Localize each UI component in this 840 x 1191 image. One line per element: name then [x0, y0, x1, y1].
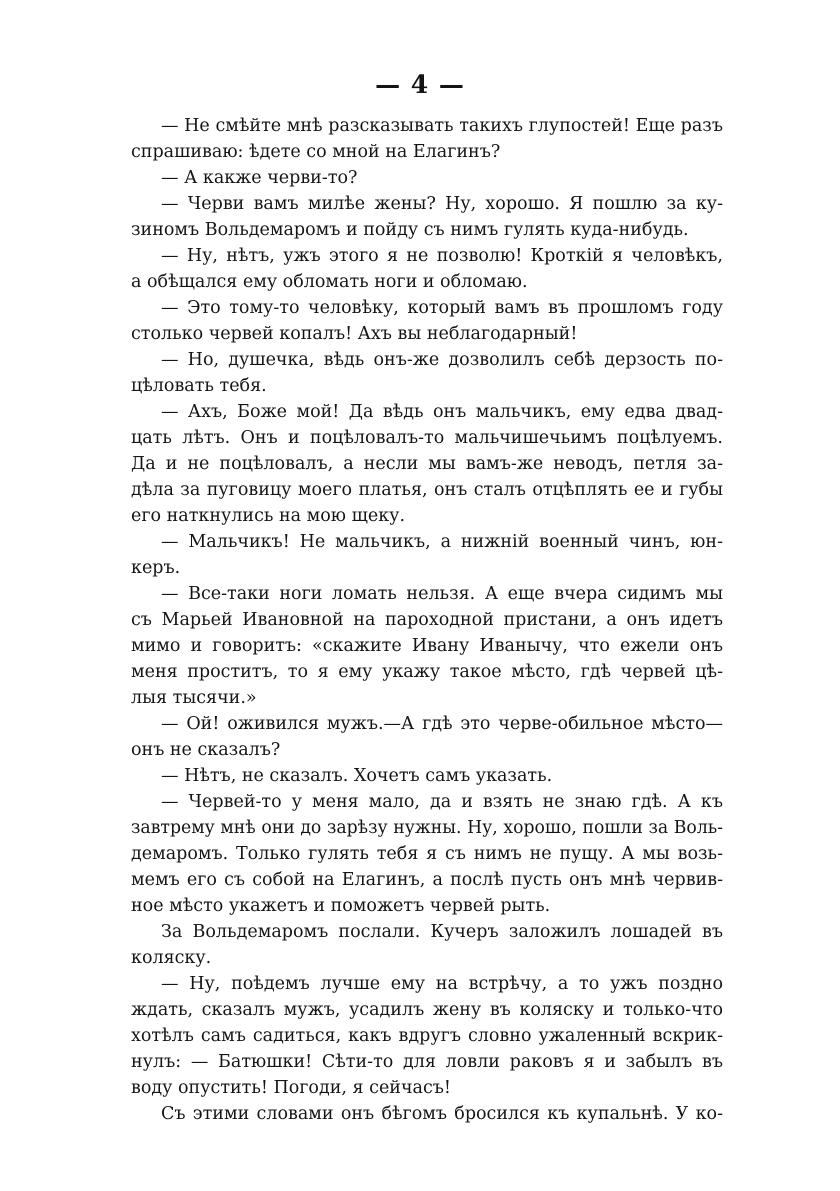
text-line: — Это тому-то человѣку, который вамъ въ прошломъ году — [161, 298, 723, 318]
text-line: Да и не поцѣловалъ, а несли мы вамъ-же неводъ, петля за- — [131, 454, 723, 474]
paragraph — [131, 347, 723, 399]
paragraph — [131, 165, 723, 191]
paragraph — [131, 919, 723, 971]
text-line: нулъ: — Батюшки! Сѣти-то для ловли раковъ я и забылъ въ — [131, 1052, 723, 1072]
paragraph — [131, 243, 723, 295]
paragraph — [131, 971, 723, 1101]
page-number: — 4 — — [375, 70, 465, 99]
text-line: мимо и говоритъ: «скажите Ивану Иванычу, что ежели онъ — [131, 636, 723, 656]
text-line: Съ этими словами онъ бѣгомъ бросился къ купальнѣ. У ко- — [161, 1104, 723, 1124]
paragraph — [131, 529, 723, 581]
text-line: воду опустить! Погоди, я сейчасъ! — [131, 1078, 451, 1098]
text-line: а обѣщался ему обломать ноги и обломаю. — [131, 272, 528, 292]
text-line: За Вольдемаромъ послали. Кучеръ заложилъ лошадей въ — [161, 922, 723, 942]
text-line: — Нѣтъ, не сказалъ. Хочетъ самъ указать. — [161, 766, 553, 786]
text-line: ное мѣсто укажетъ и поможетъ червей рыть. — [131, 896, 551, 916]
text-line: — Ой! оживился мужъ.—А гдѣ это черве-обильное мѣсто— — [161, 714, 723, 734]
paragraph — [131, 711, 723, 763]
text-line: — Ну, поѣдемъ лучше ему на встрѣчу, а то ужъ поздно — [161, 974, 723, 994]
text-line: — Но, душечка, вѣдь онъ-же дозволилъ себѣ дерзость по- — [161, 350, 723, 370]
text-line: зиномъ Вольдемаромъ и пойду съ нимъ гулять куда-нибудь. — [131, 220, 689, 240]
text-line: дѣла за пуговицу моего платья, онъ сталъ отцѣплять ее и губы — [131, 480, 723, 500]
text-line: хотѣлъ самъ садиться, какъ вдругъ словно ужаленный вскрик- — [131, 1026, 723, 1046]
paragraph — [131, 581, 723, 711]
paragraph — [131, 295, 723, 347]
text-line: лыя тысячи.» — [131, 688, 257, 708]
text-line: — Ну, нѣтъ, ужъ этого я не позволю! Кроткій я человѣкъ, — [161, 246, 723, 266]
text-line: — Червей-то у меня мало, да и взять не знаю гдѣ. А къ — [161, 792, 723, 812]
page-text-body — [131, 113, 723, 1127]
text-line: коляску. — [131, 948, 212, 968]
paragraph — [131, 191, 723, 243]
text-line: меня проститъ, то я ему укажу такое мѣсто, гдѣ червей цѣ- — [131, 662, 723, 682]
paragraph — [131, 399, 723, 529]
text-line: онъ не сказалъ? — [131, 740, 281, 760]
paragraph — [131, 763, 723, 789]
text-line: цать лѣтъ. Онъ и поцѣловалъ-то мальчишечьимъ поцѣлуемъ. — [131, 428, 723, 448]
text-line: — Мальчикъ! Не мальчикъ, а нижній военный чинъ, юн- — [161, 532, 723, 552]
text-line: его наткнулись на мою щеку. — [131, 506, 406, 526]
text-line: — Ахъ, Боже мой! Да вѣдь онъ мальчикъ, ему едва двад- — [161, 402, 723, 422]
text-line: — Все-таки ноги ломать нельзя. А еще вчера сидимъ мы — [161, 584, 723, 604]
text-line: ждать, сказалъ мужъ, усадилъ жену въ коляску и только-что — [131, 1000, 723, 1020]
text-line: завтрему мнѣ они до зарѣзу нужны. Ну, хорошо, пошли за Воль- — [131, 818, 723, 838]
text-line: — Черви вамъ милѣе жены? Ну, хорошо. Я пошлю за ку- — [161, 194, 723, 214]
text-line: керъ. — [131, 558, 181, 578]
text-line: — Не смѣйте мнѣ разсказывать такихъ глупостей! Еще разъ — [161, 116, 723, 136]
text-line: демаромъ. Только гулять тебя я съ нимъ не пущу. А мы возь- — [131, 844, 723, 864]
text-line: спрашиваю: ѣдете со мной на Елагинъ? — [131, 142, 501, 162]
text-line: съ Марьей Ивановной на пароходной пристани, а онъ идетъ — [131, 610, 723, 630]
paragraph — [131, 789, 723, 919]
text-line: столько червей копалъ! Ахъ вы неблагодарный! — [131, 324, 578, 344]
paragraph — [131, 113, 723, 165]
paragraph — [131, 1101, 723, 1127]
text-line: мемъ его съ собой на Елагинъ, а послѣ пусть онъ мнѣ червив- — [131, 870, 723, 890]
text-line: цѣловать тебя. — [131, 376, 267, 396]
text-line: — А какже черви-то? — [161, 168, 358, 188]
